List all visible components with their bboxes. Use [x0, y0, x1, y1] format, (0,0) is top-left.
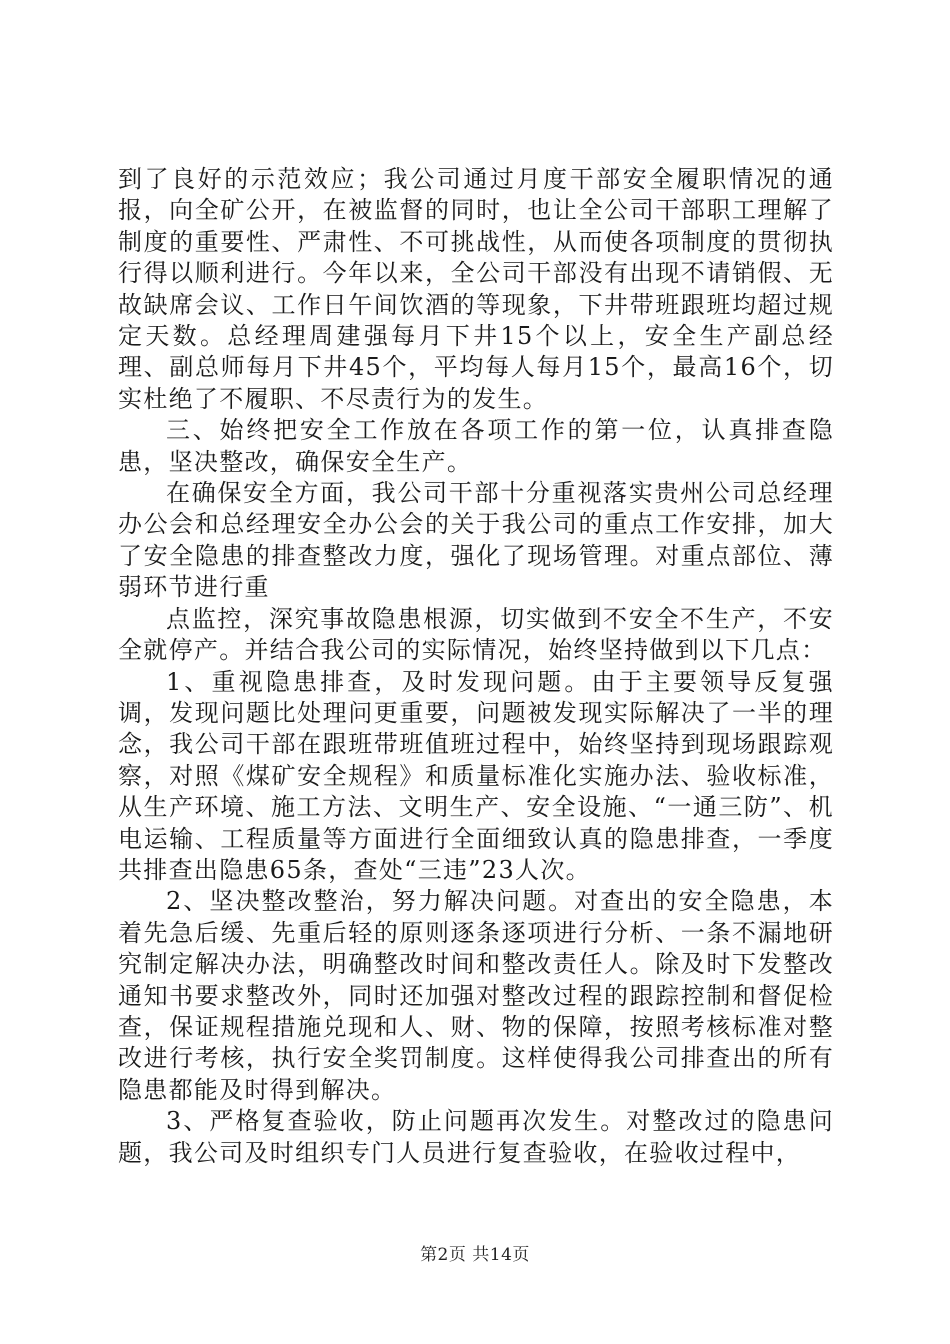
- paragraph-5-item-1: 1、重视隐患排查，及时发现问题。由于主要领导反复强调，发现问题比处理问更重要，问题被发现实际解决了一半的理念，我公司干部在跟班带班值班过程中，始终坚持到现场跟踪观察，对照《煤矿安全规程》和质量标准化实施办法、验收标准，从生产环境、施工方法、文明生产、安全设施、“一通三防”、机电运输、工程质量等方面进行全面细致认真的隐患排查，一季度共排查出隐患65条，查处“三违”23人次。: [118, 667, 834, 884]
- paragraph-7-item-3: 3、严格复查验收，防止问题再次发生。对整改过的隐患问题，我公司及时组织专门人员进行复查验收，在验收过程中，: [118, 1107, 834, 1167]
- paragraph-2-section-heading: 三、始终把安全工作放在各项工作的第一位，认真排查隐患，坚决整改，确保安全生产。: [118, 416, 834, 476]
- document-body: [118, 164, 834, 1169]
- paragraph-4: 点监控，深究事故隐患根源，切实做到不安全不生产，不安全就停产。并结合我公司的实际情况，始终坚持做到以下几点：: [118, 604, 834, 665]
- paragraph-6-item-2: 2、坚决整改整治，努力解决问题。对查出的安全隐患，本着先急后缓、先重后轻的原则逐条逐项进行分析、一条不漏地研究制定解决办法，明确整改时间和整改责任人。除及时下发整改通知书要求整改外，同时还加强对整改过程的跟踪控制和督促检查，保证规程措施兑现和人、财、物的保障，按照考核标准对整改进行考核，执行安全奖罚制度。这样使得我公司排查出的所有隐患都能及时得到解决。: [118, 887, 834, 1104]
- paragraph-3: 在确保安全方面，我公司干部十分重视落实贵州公司总经理办公会和总经理安全办公会的关于我公司的重点工作安排，加大了安全隐患的排查整改力度，强化了现场管理。对重点部位、薄弱环节进行重: [118, 479, 834, 602]
- paragraph-1: 到了良好的示范效应；我公司通过月度干部安全履职情况的通报，向全矿公开，在被监督的同时，也让全公司干部职工理解了制度的重要性、严肃性、不可挑战性，从而使各项制度的贯彻执行得以顺利进行。今年以来，全公司干部没有出现不请销假、无故缺席会议、工作日午间饮酒的等现象，下井带班跟班均超过规定天数。总经理周建强每月下井15个以上，安全生产副总经理、副总师每月下井45个，平均每人每月15个，最高16个，切实杜绝了不履职、不尽责行为的发生。: [118, 165, 834, 413]
- page-number-footer: 第2页 共14页: [420, 1245, 530, 1265]
